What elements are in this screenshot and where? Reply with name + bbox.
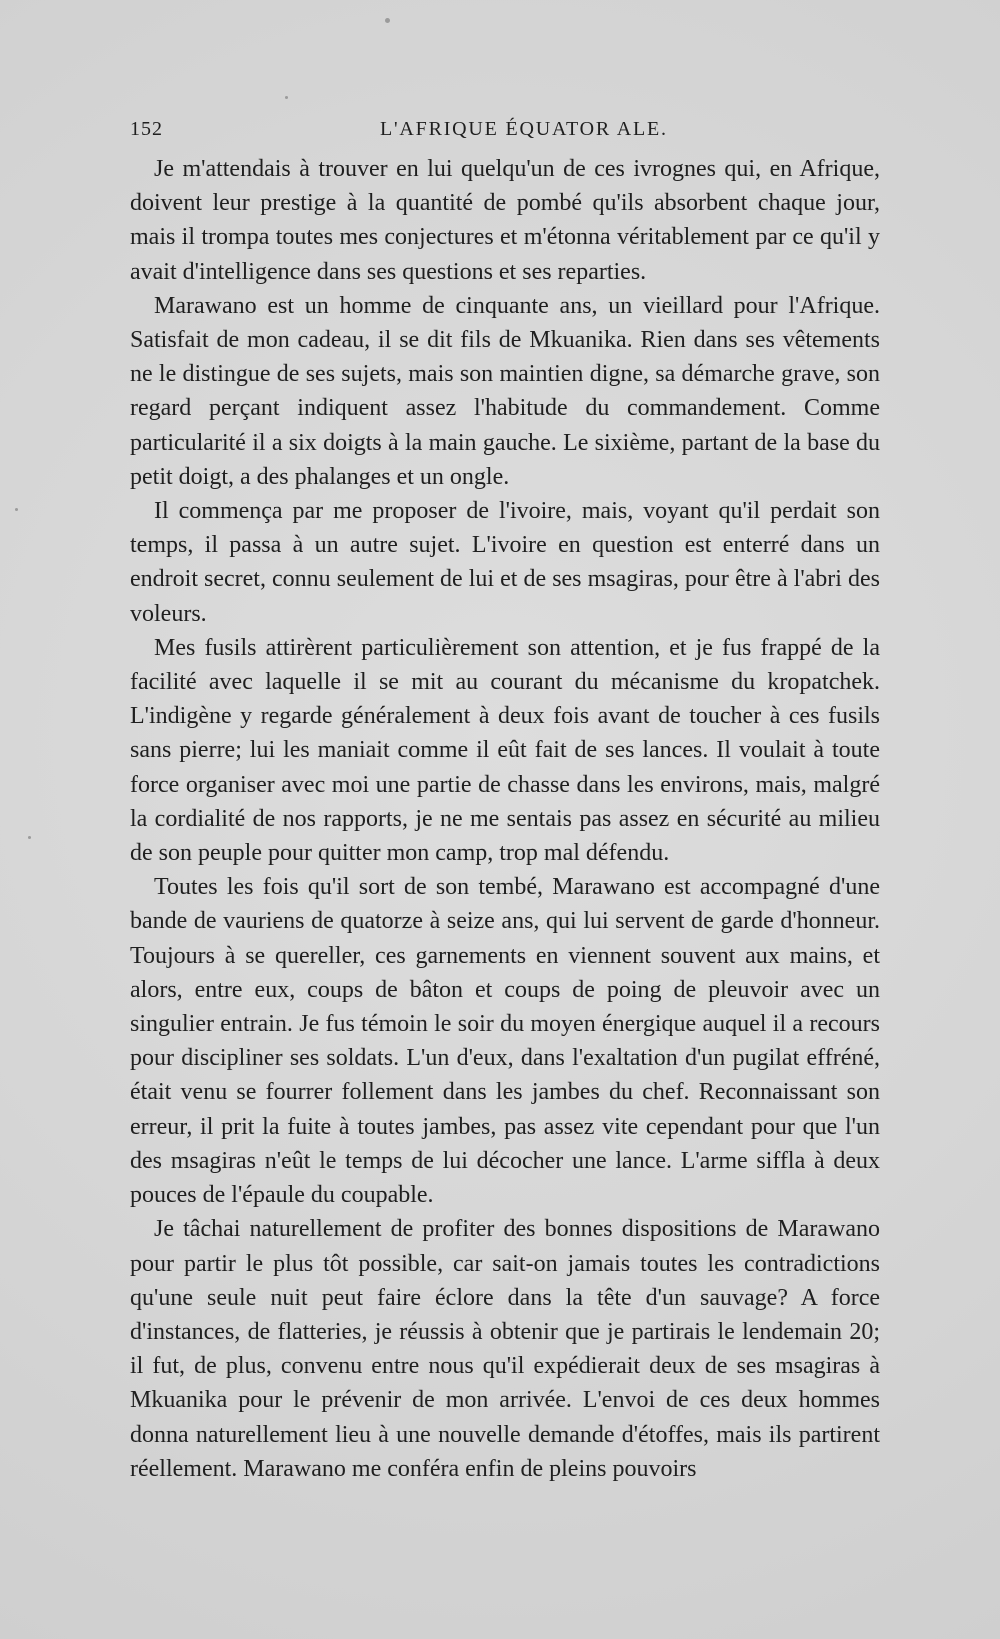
paragraph: Il commença par me proposer de l'ivoire, mais, voyant qu'il perdait son temps, il passa à un autre sujet. L'ivoire en question est enterré dans un endroit secret, connu seulement de lui et de ses msagiras, pour être à l'abri des voleurs. bbox=[130, 498, 880, 627]
paragraph: Je m'attendais à trouver en lui quelqu'un de ces ivrognes qui, en Afrique, doivent leur prestige à la quantité de pombé qu'ils absorbent chaque jour, mais il trompa toutes mes conjectures et m'étonna véritablement par ce qu'il y avait d'intelligence dans ses questions et ses reparties. bbox=[130, 156, 880, 285]
paper-speck bbox=[385, 18, 390, 23]
paragraph: Marawano est un homme de cinquante ans, un vieillard pour l'Afrique. Satisfait de mon cadeau, il se dit fils de Mkuanika. Rien dans ses vêtements ne le distingue de ses sujets, mais son maintien digne, sa démarche grave, son regard perçant indiquent assez l'habitude du commandement. Comme particularité il a six doigts à la main gauche. Le sixième, partant de la base du petit doigt, a des phalanges et un ongle. bbox=[130, 292, 880, 490]
body-text bbox=[130, 152, 880, 1507]
page-number: 152 bbox=[130, 118, 163, 140]
paper-speck bbox=[28, 836, 31, 839]
running-head: L'AFRIQUE ÉQUATOR ALE. bbox=[380, 118, 668, 140]
paper-speck bbox=[15, 508, 18, 511]
paragraph: Mes fusils attirèrent particulièrement son attention, et je fus frappé de la facilité avec laquelle il se mit au courant du mécanisme du kropatchek. L'indigène y regarde généralement à deux fois avant de toucher à ces fusils sans pierre; lui les maniait comme il eût fait de ses lances. Il voulait à toute force organiser avec moi une partie de chasse dans les environs, mais, malgré la cordialité de nos rapports, je ne me sentais pas assez en sécurité au milieu de son peuple pour quitter mon camp, trop mal défendu. bbox=[130, 634, 880, 867]
paragraph: Je tâchai naturellement de profiter des bonnes dispositions de Marawano pour partir le plus tôt possible, car sait-on jamais toutes les contradictions qu'une seule nuit peut faire éclore dans la tête d'un sauvage? A force d'instances, de flatteries, je réussis à obtenir que je partirais le lendemain 20; il fut, de plus, convenu entre nous qu'il expédierait deux de ses msagiras à Mkuanika pour le prévenir de mon arrivée. L'envoi de ces deux hommes donna naturellement lieu à une nouvelle demande d'étoffes, mais ils partirent réellement. Marawano me conféra enfin de pleins pouvoirs bbox=[130, 1216, 880, 1482]
paper-speck bbox=[285, 96, 288, 99]
page-header bbox=[130, 118, 873, 152]
paragraph: Toutes les fois qu'il sort de son tembé, Marawano est accompagné d'une bande de vauriens de quatorze à seize ans, qui lui servent de garde d'honneur. Toujours à se quereller, ces garnements en viennent souvent aux mains, et alors, entre eux, coups de bâton et coups de poing de pleuvoir avec un singulier entrain. Je fus témoin le soir du moyen énergique auquel il a recours pour discipliner ses soldats. L'un d'eux, dans l'exaltation d'un pugilat effréné, était venu se fourrer follement dans les jambes du chef. Reconnaissant son erreur, il prit la fuite à toutes jambes, pas assez vite cependant pour que l'un des msagiras n'eût le temps de lui décocher une lance. L'arme siffla à deux pouces de l'épaule du coupable. bbox=[130, 874, 880, 1209]
